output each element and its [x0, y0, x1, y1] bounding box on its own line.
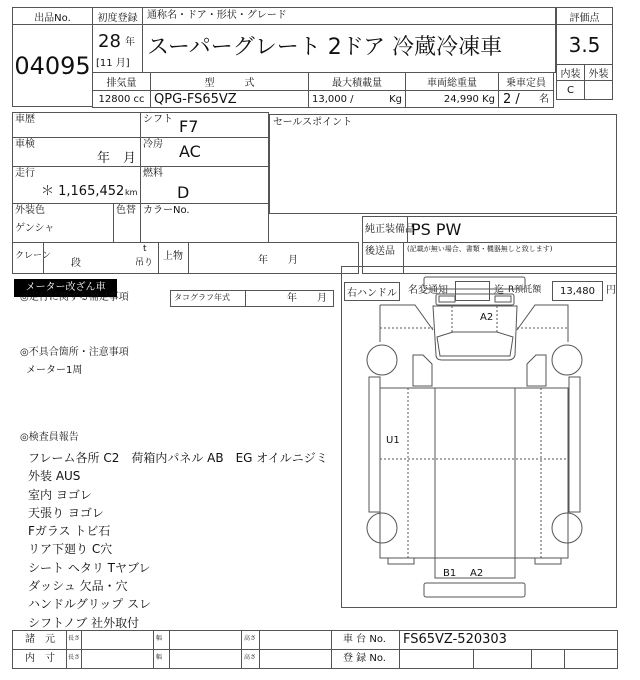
spec-length-label: 長さ	[68, 635, 81, 642]
capacity-cell	[498, 90, 554, 108]
mark-side: U1	[386, 435, 400, 446]
equipment-label: 純正装備品	[365, 224, 415, 235]
yen-label: 円	[606, 285, 616, 296]
mark-rear-1: B1	[443, 568, 457, 579]
spec-label: 諸 元	[25, 634, 55, 645]
inspector-item: シート ヘタリ Tヤブレ	[28, 560, 151, 575]
color-cell	[12, 203, 114, 243]
cargo-dotted	[380, 388, 568, 558]
rear-bumper	[424, 583, 525, 597]
later-label: 後送品	[365, 246, 395, 257]
ac-cell	[140, 137, 269, 167]
interior-grade: C	[556, 80, 585, 100]
model-label: 型 式	[150, 72, 309, 91]
cargo-roof	[435, 388, 515, 578]
inner-label: 内 寸	[25, 653, 55, 664]
tacho-value: 年 月	[287, 293, 327, 304]
inspector-item: Fガラス トビ石	[28, 524, 111, 539]
car-name-header	[142, 7, 556, 25]
dimensions-table	[12, 630, 618, 669]
later-note: (記載が無い場合、書類・機器無しと致します)	[407, 245, 553, 253]
displacement: 12800 cc	[92, 90, 151, 108]
defects-title: ◎不具合箇所・注意事項	[20, 347, 129, 358]
lot-number: 04095	[12, 24, 93, 107]
inspection-label: 車検	[15, 139, 35, 150]
side-skirt-left	[369, 377, 380, 512]
color-label: 外装色	[15, 205, 45, 216]
name-change-label: 名変通知	[408, 285, 448, 296]
shift-cell	[140, 112, 269, 138]
max-load-cell	[308, 90, 406, 108]
chassis-label: 車 台 No.	[343, 634, 386, 645]
color-change-cell	[113, 203, 141, 243]
gross: 24,990 Kg	[443, 94, 495, 105]
fuel-label: 燃料	[143, 168, 163, 179]
capacity-label: 乗車定員	[498, 72, 554, 91]
tacho-label: タコグラフ年式	[174, 293, 230, 302]
sales-point-label: セールスポイント	[273, 117, 353, 128]
gross-cell	[405, 90, 499, 108]
cab-dotted	[380, 306, 568, 332]
recycle-fee: 13,480	[552, 281, 603, 301]
crane-label: クレーン	[15, 251, 51, 261]
car-name-label: 通称名・ドア・形状・グレード	[147, 10, 287, 21]
car-name-cell	[142, 24, 556, 73]
interior-label: 内装	[556, 64, 585, 81]
crane-row	[12, 242, 359, 274]
fuel-cell	[140, 166, 269, 204]
shift: F7	[179, 117, 199, 136]
reg-year-unit: 年	[125, 37, 135, 48]
wheel-front-right	[552, 345, 582, 375]
defect-item: メーター1周	[26, 365, 83, 376]
crane-lift: 吊り	[135, 258, 154, 268]
max-load: 13,000 /	[312, 94, 354, 105]
inspector-title: ◎検査員報告	[20, 432, 79, 443]
spec-width-label: 幅	[156, 635, 163, 642]
inspector-item: シフトノブ 社外取付	[28, 615, 140, 630]
wheel-rear-left	[367, 513, 397, 543]
spec-height-label: 高さ	[244, 635, 257, 642]
equipment: PS PW	[411, 220, 462, 239]
tacho-row	[170, 290, 334, 307]
inner-height-label: 高さ	[244, 654, 257, 661]
exterior-label: 外装	[584, 64, 613, 81]
score-label: 評価点	[556, 7, 613, 25]
inspector-item: 天張り ヨゴレ	[28, 505, 104, 520]
crane-t: t	[143, 244, 147, 254]
inspector-item: 室内 ヨゴレ	[28, 487, 92, 502]
capacity: 2 /	[503, 92, 520, 107]
mark-front: A2	[480, 312, 494, 323]
history-label: 車歴	[15, 114, 35, 125]
until-label: 迄	[494, 285, 504, 296]
wheel-front-left	[367, 345, 397, 375]
model-cell	[150, 90, 309, 108]
mileage: ＊ 1,165,452	[41, 184, 125, 199]
reg-year: 28	[98, 31, 121, 52]
mark-rear-2: A2	[470, 568, 484, 579]
first-reg-label: 初度登録	[92, 7, 143, 25]
inner-width-label: 幅	[156, 654, 163, 661]
body-label: 上物	[163, 251, 183, 262]
inspector-list	[28, 449, 328, 632]
cab-sides	[380, 305, 568, 342]
inspection-cell	[12, 137, 141, 167]
recycle-label: R預託額	[508, 285, 542, 295]
step-right	[535, 558, 561, 564]
chassis-no: FS65VZ-520303	[403, 632, 507, 647]
mileage-notes-title: ◎走行に関する補足事項	[20, 292, 129, 303]
max-load-label: 最大積載量	[308, 72, 406, 91]
reg-label: 登 録 No.	[343, 653, 386, 664]
inspector-item: フレーム各所 C2 荷箱内パネル AB EG オイルニジミ	[28, 451, 328, 465]
color: ゲンシャ	[15, 223, 55, 234]
headlight-left	[439, 296, 455, 302]
ac: AC	[179, 142, 201, 161]
reg-month: [11 月]	[96, 58, 130, 69]
front-bumper	[424, 277, 525, 289]
mirror-left	[413, 355, 432, 386]
cab-roof	[433, 306, 517, 360]
mileage-unit: km	[125, 188, 138, 197]
lot-label: 出品No.	[12, 7, 93, 25]
color-change-label: 色替	[116, 205, 136, 216]
model: QPG-FS65VZ	[154, 92, 237, 107]
displacement-label: 排気量	[92, 72, 151, 91]
rhd-box: 右ハンドル	[344, 282, 400, 301]
mileage-label: 走行	[15, 168, 35, 179]
exterior-grade	[584, 80, 613, 100]
truck-diagram	[340, 260, 620, 620]
wheel-rear-right	[552, 513, 582, 543]
meter-tampered-badge: メーター改ざん車	[14, 279, 117, 297]
inspector-item: 外装 AUS	[28, 469, 81, 484]
windshield	[437, 332, 513, 356]
body-value: 年 月	[258, 255, 298, 266]
side-skirt-right	[569, 377, 580, 512]
mirror-right	[527, 355, 546, 386]
inner-length-label: 長さ	[68, 654, 81, 661]
car-name: スーパーグレート 2ドア 冷蔵冷凍車	[147, 35, 503, 60]
color-no-label: カラーNo.	[143, 205, 190, 216]
inspector-item: ダッシュ 欠品・穴	[28, 579, 128, 594]
headlight-right	[495, 296, 511, 302]
ac-label: 冷房	[143, 139, 163, 150]
step-left	[388, 558, 414, 564]
inspector-item: ハンドルグリップ スレ	[28, 597, 152, 612]
crane-steps: 段	[71, 258, 81, 269]
gross-label: 車両総重量	[405, 72, 499, 91]
mileage-cell	[12, 166, 141, 204]
inspector-item: リア下廻り C穴	[28, 542, 113, 557]
score: 3.5	[556, 24, 613, 65]
history-cell	[12, 112, 141, 138]
sales-point-box	[269, 114, 617, 214]
max-load-unit: Kg	[389, 94, 402, 105]
first-reg-cell	[92, 24, 143, 73]
inspection-value: 年 月	[96, 151, 136, 166]
color-no-cell	[140, 203, 269, 243]
fuel: D	[177, 183, 190, 202]
capacity-unit: 名	[539, 94, 549, 105]
shift-label: シフト	[143, 114, 173, 125]
equipment-row	[362, 216, 617, 243]
